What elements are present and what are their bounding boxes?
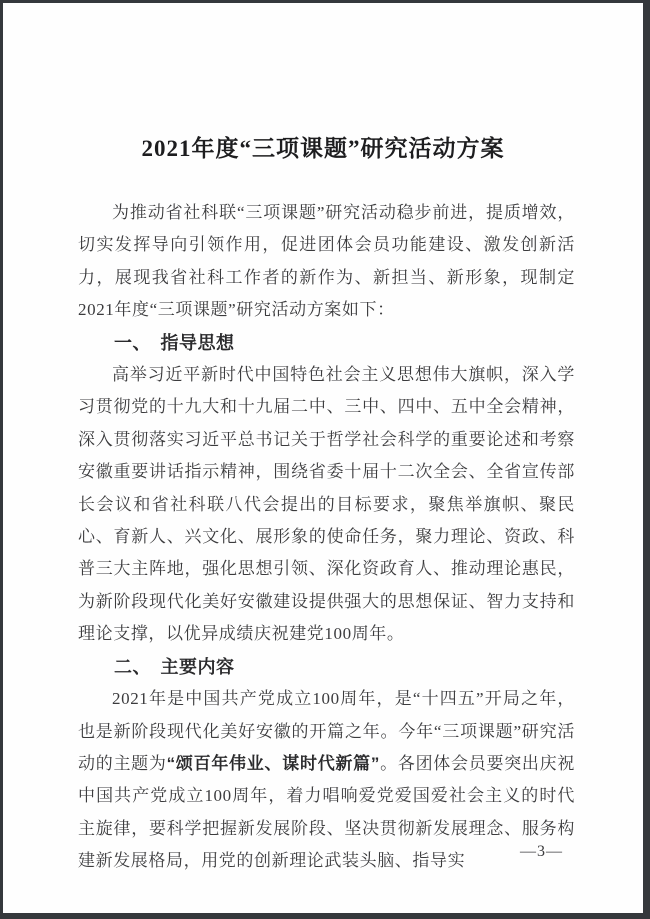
intro-paragraph: 为推动省社科联“三项课题”研究活动稳步前进，提质增效，切实发挥导向引领作用，促进团体会员功能建设、激发创新活力，展现我省社科工作者的新作为、新担当、新形象，现制定2021年度“三项课题”研究活动方案如下： [78, 203, 575, 320]
section-main-content-heading: 二、 主要内容 [114, 656, 235, 677]
main-content-lead-text: 2021年是中国共产党成立100周年，是“十四五”开局之年，也是新阶段现代化美好安徽的开篇之年。今年“三项课题”研究活动的主题为 [78, 689, 575, 773]
main-content-theme-bold-text: “颂百年伟业、谋时代新篇” [166, 753, 380, 773]
page-number: —3— [520, 843, 563, 860]
main-content-rest-text: 。各团体会员要突出庆祝中国共产党成立100周年，着力唱响爱党爱国爱社会主义的时代主旋律，要科学把握新发展阶段、坚决贯彻新发展理念、服务构建新发展格局，用党的创新理论武装头脑、指导实 [78, 753, 575, 871]
section-guiding-ideology-body: 高举习近平新时代中国特色社会主义思想伟大旗帜，深入学习贯彻党的十九大和十九届二中、三中、四中、五中全会精神，深入贯彻落实习近平总书记关于哲学社会科学的重要论述和考察安徽重要讲话指示精神，围绕省委十届十二次全会、全省宣传部长会议和省社科联八代会提出的目标要求，聚焦举旗帜、聚民心、育新人、兴文化、展形象的使命任务，聚力理论、资政、科普三大主阵地，强化思想引领、深化资政育人、推动理论惠民，为新阶段现代化美好安徽建设提供强大的思想保证、智力支持和理论支撑，以优异成绩庆祝建党100周年。 [78, 365, 575, 644]
section-guiding-ideology-heading: 一、 指导思想 [114, 332, 235, 353]
document-page [3, 3, 643, 913]
document-title: 2021年度“三项课题”研究活动方案 [141, 136, 505, 161]
